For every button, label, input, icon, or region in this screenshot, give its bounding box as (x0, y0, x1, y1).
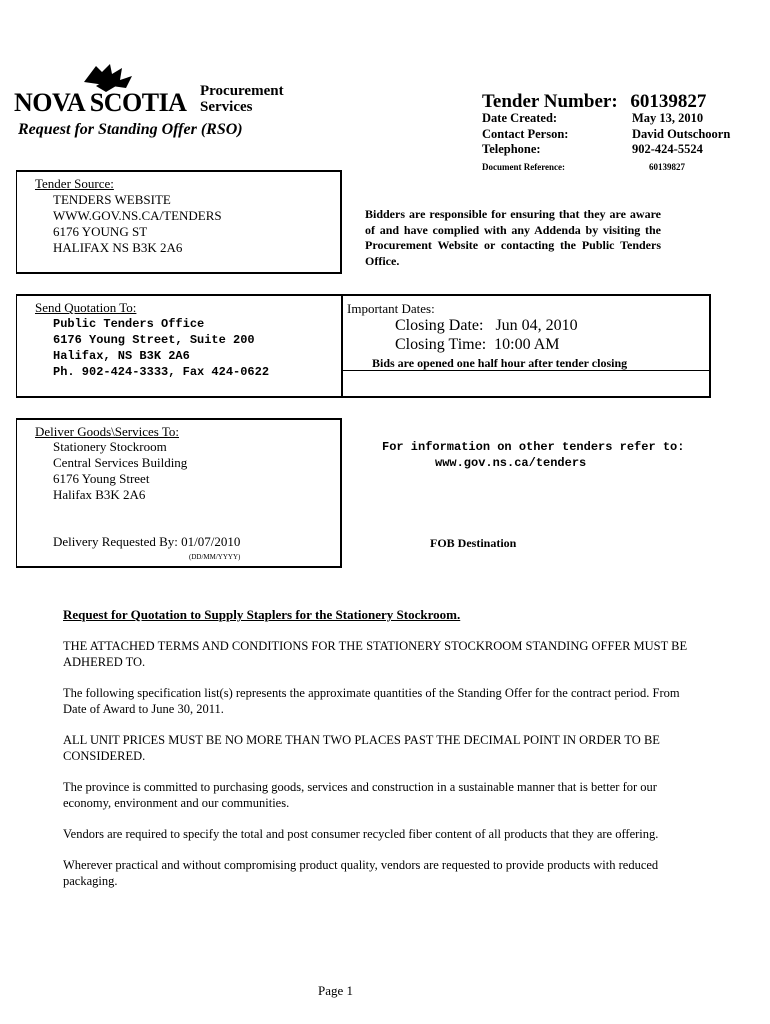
paragraph: Vendors are required to specify the total and post consumer recycled fiber content of all products that they are offering. (63, 827, 659, 841)
closing-date: Closing Date: Jun 04, 2010 (395, 317, 578, 334)
info-line1: For information on other tenders refer to: (382, 440, 685, 454)
deliver-line: Stationery Stockroom (53, 439, 167, 454)
deliver-line: 6176 Young Street (53, 471, 150, 486)
bidders-notice: Bidders are responsible for ensuring that they are aware of and have complied with any Addenda by visiting the Procurement Website or contacting the Public Tenders Office. (365, 207, 661, 268)
deliver-line: Central Services Building (53, 455, 188, 470)
paragraph: ALL UNIT PRICES MUST BE NO MORE THAN TWO PLACES PAST THE DECIMAL POINT IN ORDER TO BE CONSIDERED. (63, 733, 660, 763)
paragraph: The province is committed to purchasing goods, services and construction in a sustainable manner that is better for our economy, environment and our communities. (63, 780, 657, 810)
deliver-lines (53, 439, 187, 503)
paragraph: THE ATTACHED TERMS AND CONDITIONS FOR THE STATIONERY STOCKROOM STANDING OFFER MUST BE ADHERED TO. (63, 639, 688, 669)
send-quotation-line: Public Tenders Office (53, 317, 205, 331)
detail-label: Contact Person: (482, 126, 569, 141)
dept-line2: Services (200, 99, 253, 115)
tender-source-box (16, 170, 342, 274)
send-quotation-line: Ph. 902-424-3333, Fax 424-0622 (53, 365, 270, 379)
detail-row (482, 142, 730, 158)
fob-destination: FOB Destination (430, 536, 517, 550)
deliver-line: Halifax B3K 2A6 (53, 487, 146, 502)
detail-row (482, 111, 730, 127)
detail-label: Telephone: (482, 142, 541, 156)
send-quotation-line: 6176 Young Street, Suite 200 (53, 333, 255, 347)
detail-row (482, 127, 730, 143)
logo-text: NOVA SCOTIA (14, 88, 187, 117)
detail-row (482, 160, 730, 176)
detail-label: Date Created: (482, 111, 558, 125)
detail-value: 902-424-5524 (632, 142, 703, 156)
dept-name (200, 83, 284, 115)
doc-ref-value: 60139827 (649, 161, 685, 172)
doc-ref-label: Document Reference: (482, 161, 566, 172)
paragraph: Wherever practical and without compromising product quality, vendors are requested to provide products with reduced packaging. (63, 858, 659, 888)
tender-source-line: HALIFAX NS B3K 2A6 (53, 240, 183, 255)
dates-underline (343, 370, 709, 371)
closing-time: Closing Time: 10:00 AM (395, 336, 560, 353)
tender-source-line: 6176 YOUNG ST (53, 224, 148, 239)
tender-number-line (482, 91, 706, 113)
box-divider (341, 296, 343, 396)
tender-details (482, 111, 730, 175)
date-format: (DD/MM/YYYY) (189, 553, 241, 561)
info-line2[interactable]: www.gov.ns.ca/tenders (435, 456, 587, 470)
bids-note: Bids are opened one half hour after tender closing (372, 356, 628, 370)
detail-value: May 13, 2010 (632, 111, 704, 125)
send-quotation-title: Send Quotation To: (35, 300, 137, 315)
tender-source-title: Tender Source: (35, 176, 114, 191)
important-dates-title: Important Dates: (347, 301, 435, 316)
tender-source-lines (53, 192, 222, 256)
paragraph: The following specification list(s) represents the approximate quantities of the Standing Offer for the contract period. From Date of Award to June 30, 2011. (63, 686, 680, 716)
tender-source-line: TENDERS WEBSITE (53, 192, 171, 207)
body-paragraphs (63, 638, 703, 889)
detail-value: David Outschoorn (632, 126, 731, 141)
deliver-box (16, 418, 342, 568)
quotation-dates-box (16, 294, 711, 398)
page-number: Page 1 (318, 983, 354, 998)
tender-number-value: 60139827 (630, 91, 707, 112)
send-quotation-lines (53, 316, 269, 380)
tender-number-label: Tender Number: (482, 91, 618, 112)
delivery-requested: Delivery Requested By: 01/07/2010 (53, 534, 241, 549)
body-heading: Request for Quotation to Supply Staplers for the Stationery Stockroom. (63, 607, 461, 622)
tender-source-line: WWW.GOV.NS.CA/TENDERS (53, 208, 222, 223)
deliver-title: Deliver Goods\Services To: (35, 424, 179, 439)
dept-line1: Procurement (200, 83, 284, 99)
send-quotation-line: Halifax, NS B3K 2A6 (53, 349, 190, 363)
logo (14, 62, 204, 122)
doc-type: Request for Standing Offer (RSO) (18, 121, 243, 138)
